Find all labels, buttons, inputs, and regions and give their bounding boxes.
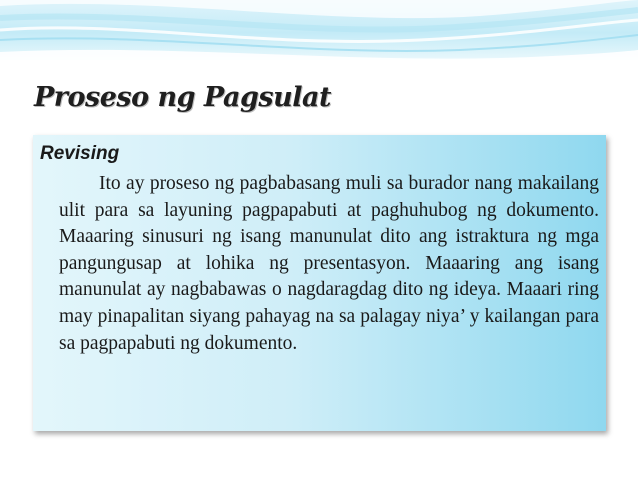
decorative-wave-band bbox=[0, 0, 638, 60]
slide-title: Proseso ng Pagsulat bbox=[34, 82, 331, 113]
wave-graphic bbox=[0, 0, 638, 60]
section-body-text: Ito ay proseso ng pagbabasang muli sa burador nang makailang ulit para sa layuning pagpapabuti at paghuhubog ng dokumento. Maaaring sinusuri ng isang manunulat dito ang istraktura ng mga pangungusap at lohika ng presentasyon. Maaaring ang isang manunulat ay nagbabawas o nagdaragdag dito ng ideya. Maaari ring may pinapalitan siyang pahayag na sa palagay niya’ y kailangan para sa pagpapabuti ng dokumento. bbox=[59, 173, 599, 354]
section-heading: Revising bbox=[40, 143, 120, 164]
content-box bbox=[33, 135, 606, 431]
